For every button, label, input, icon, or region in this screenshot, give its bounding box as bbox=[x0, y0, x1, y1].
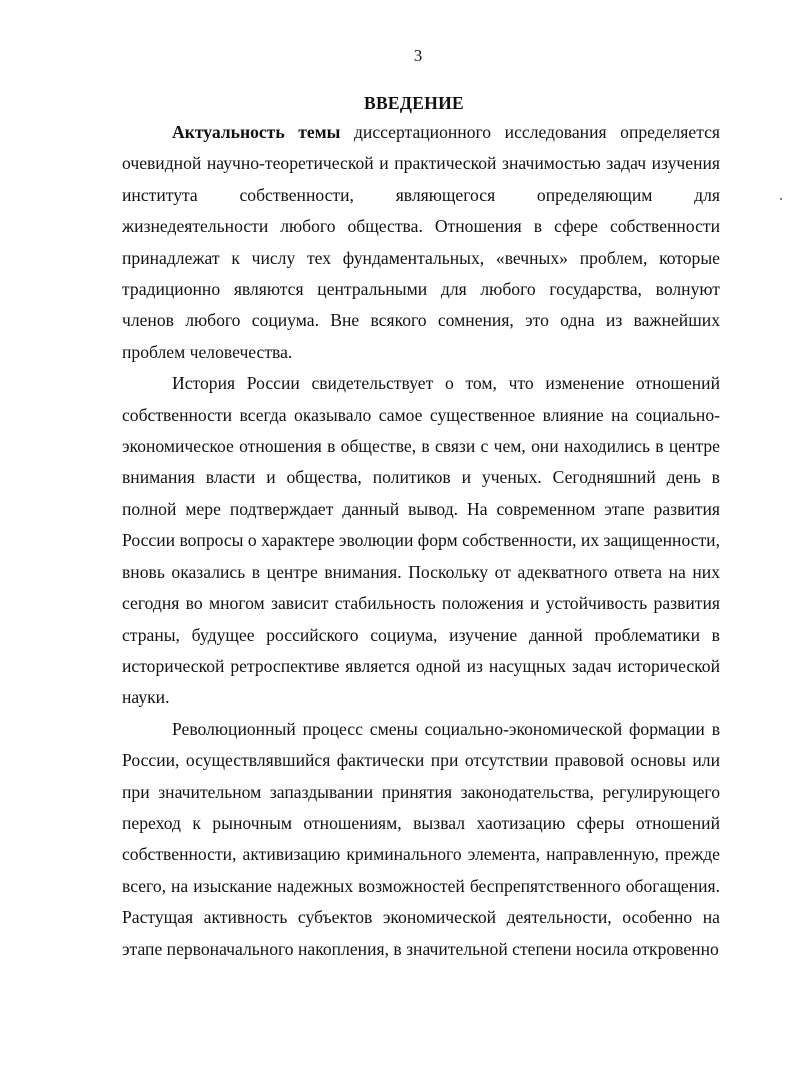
paragraph-text: История России свидетельствует о том, что изменение отношений собственности всегда оказывало самое существенное влияние на социально-экономическое отношения в обществе, в связи с чем, они находились в центре внимания власти и общества, политиков и ученых. Сегодняшний день в полной мере подтверждает данный вывод. На современном этапе развития России вопросы о характере эволюции форм собственности, их защищенности, вновь оказались в центре внимания. Поскольку от адекватного ответа на них сегодня во многом зависит стабильность положения и устойчивость развития страны, будущее российского социума, изучение данной проблематики в исторической ретроспективе является одной из насущных задач исторической науки. bbox=[122, 373, 720, 708]
page-number: 3 bbox=[413, 46, 423, 65]
body-text bbox=[122, 117, 720, 965]
section-heading: ВВЕДЕНИЕ bbox=[363, 93, 465, 113]
paragraph-revolution bbox=[122, 714, 720, 965]
scan-speck bbox=[780, 198, 782, 200]
paragraph-history bbox=[122, 368, 720, 713]
paragraph-lead: Актуальность темы bbox=[172, 122, 341, 142]
paragraph-text: Революционный процесс смены социально-экономической формации в России, осуществлявшийся фактически при отсутствии правовой основы или при значительном запаздывании принятия законодательства, регулирующего переход к рыночным отношениям, вызвал хаотизацию сферы отношений собственности, активизацию криминального элемента, направленную, прежде всего, на изыскание надежных возможностей беспрепятственного обогащения. Растущая активность субъектов экономической деятельности, особенно на этапе первоначального накопления, в значительной степени носила откровенно bbox=[122, 718, 720, 959]
paragraph-text: диссертационного исследования определяется очевидной научно-теоретической и практической значимостью задач изучения института собственности, являющегося определяющим для жизнедеятельности любого общества. Отношения в сфере собственности принадлежат к числу тех фундаментальных, «вечных» проблем, которые традиционно являются центральными для любого государства, волнуют членов любого социума. Вне всякого сомнения, это одна из важнейших проблем человечества. bbox=[122, 122, 721, 362]
paragraph-relevance bbox=[122, 117, 720, 368]
